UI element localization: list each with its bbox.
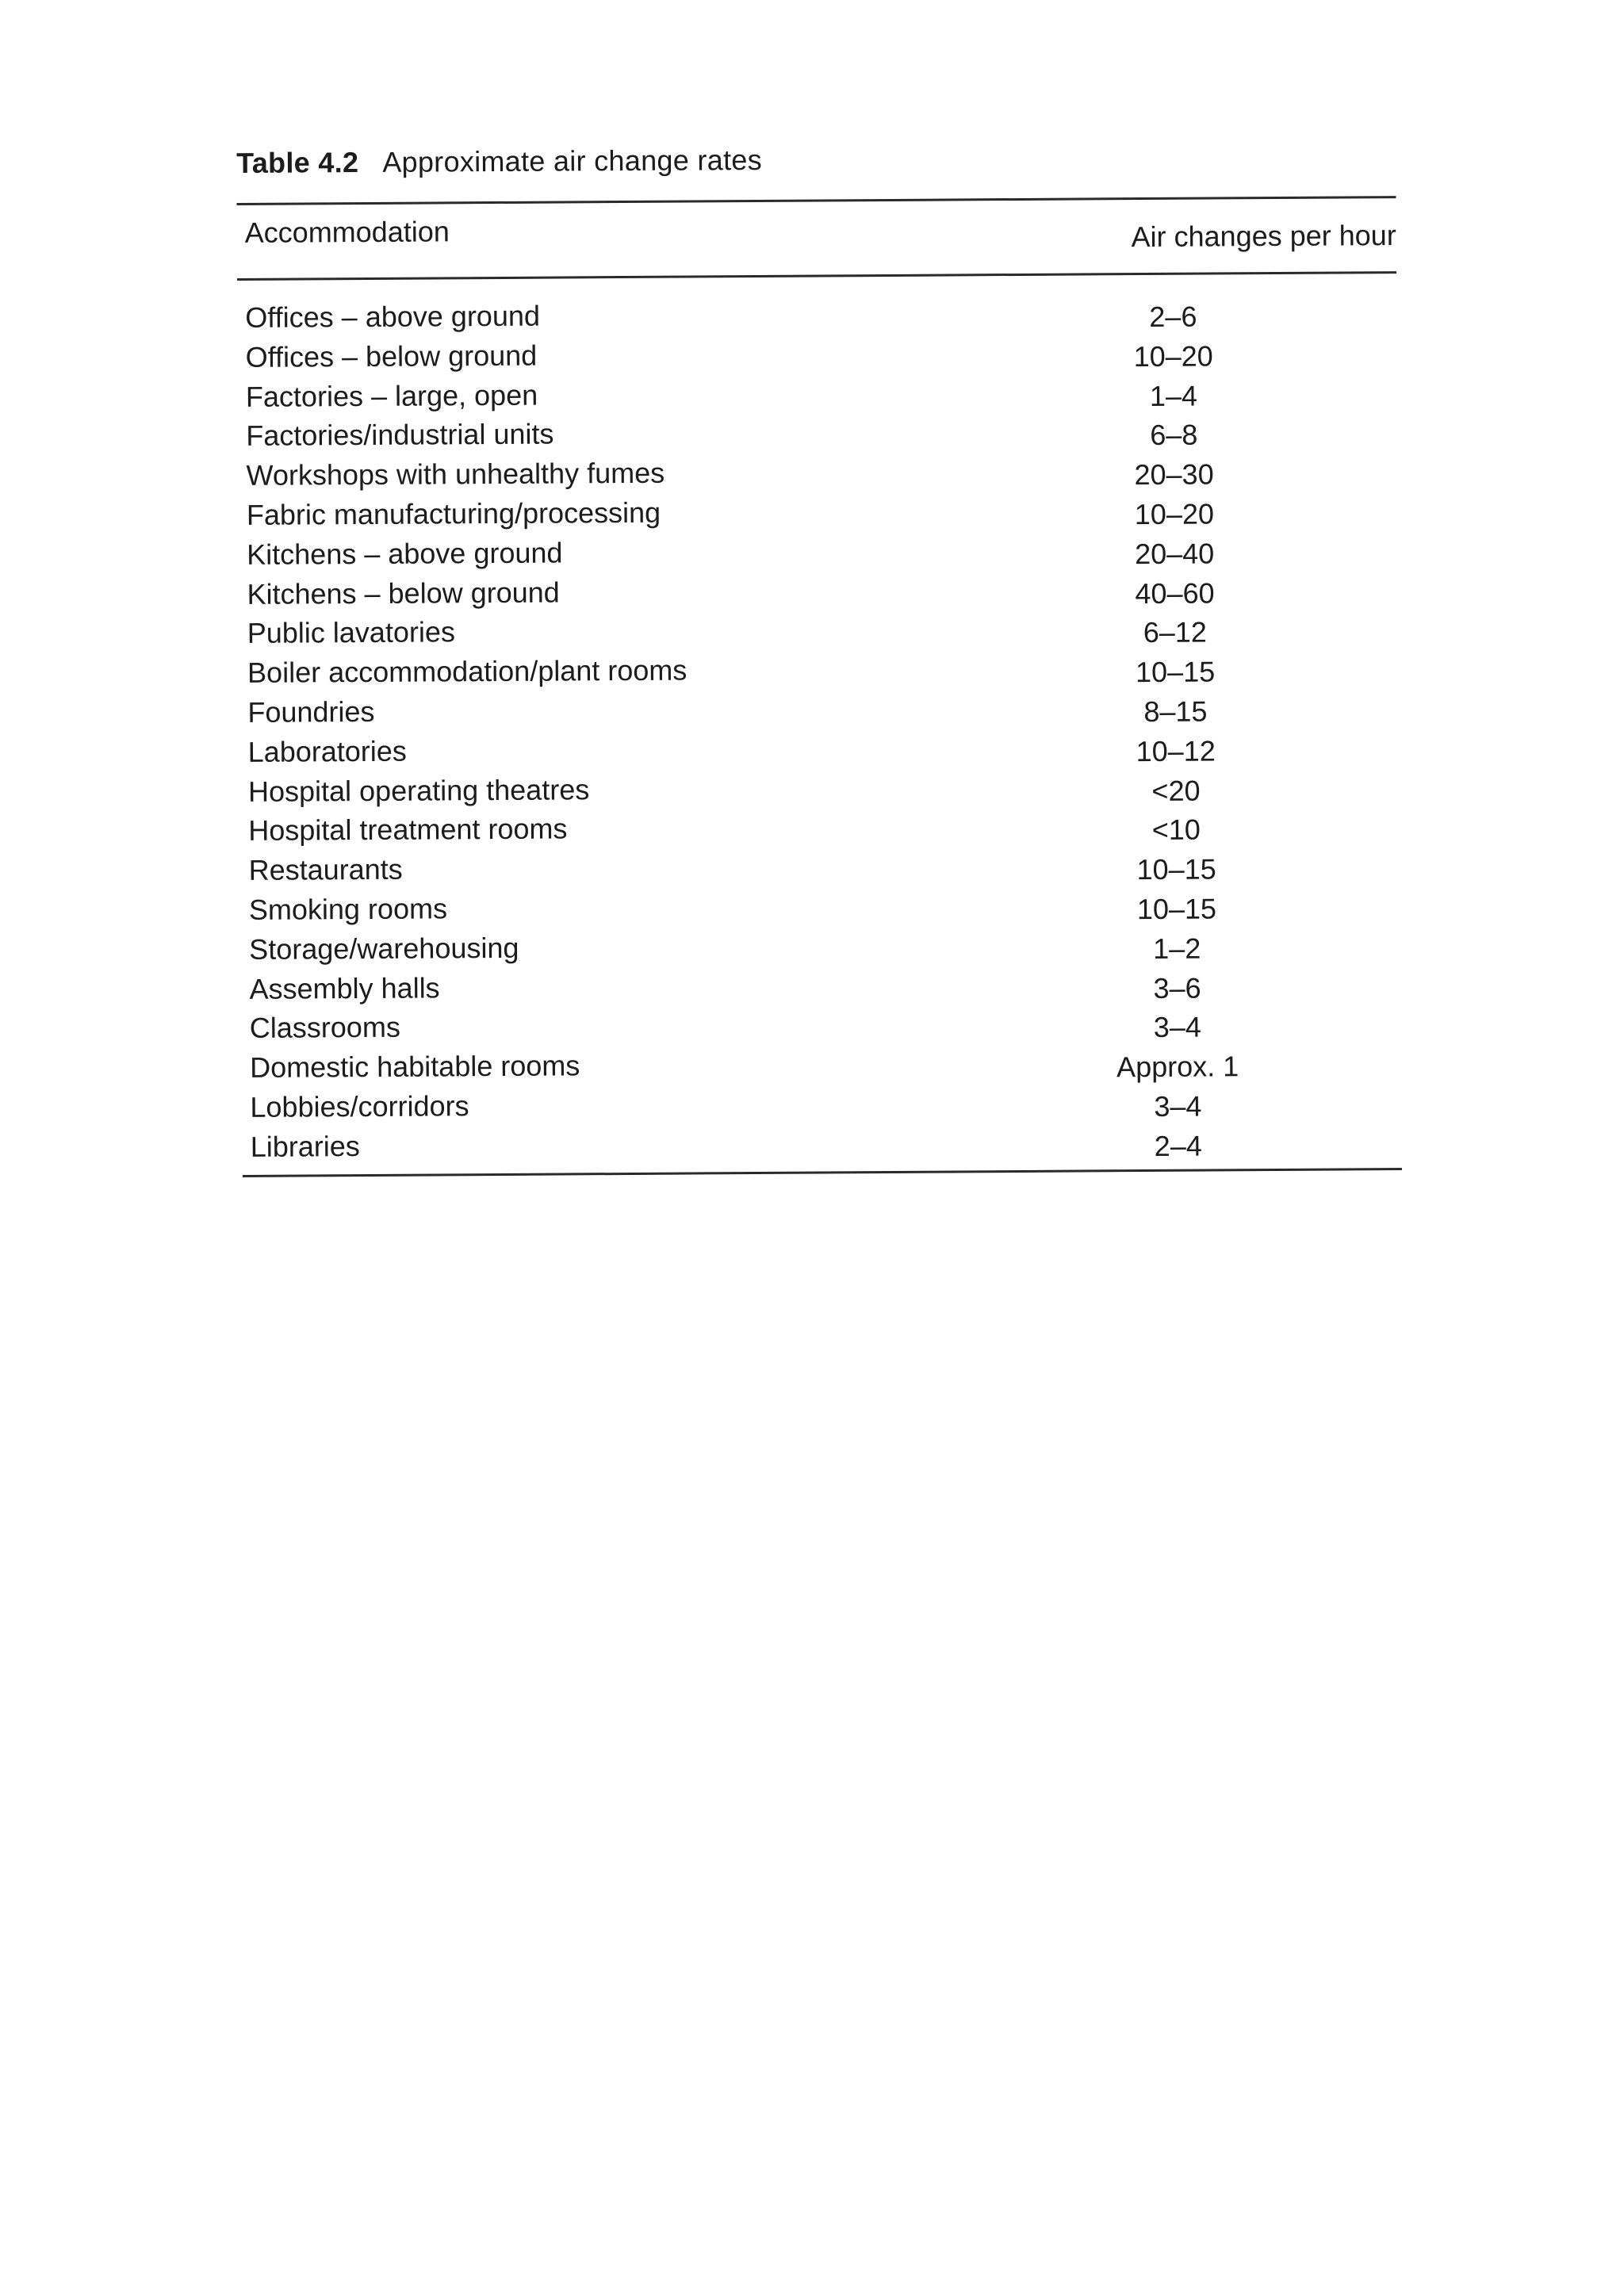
cell-accommodation: Factories – large, open	[245, 378, 538, 413]
cell-air-changes: 2–6	[1149, 300, 1197, 333]
table-header-row	[236, 198, 1396, 278]
table-row	[238, 331, 1397, 377]
table-row	[239, 686, 1399, 733]
cell-accommodation: Workshops with unhealthy fumes	[246, 456, 665, 492]
cell-accommodation: Classrooms	[249, 1011, 401, 1045]
table-row	[240, 804, 1400, 851]
cell-air-changes: Approx. 1	[1116, 1050, 1239, 1084]
table-row	[242, 1041, 1401, 1088]
cell-air-changes: 3–6	[1153, 971, 1201, 1004]
cell-accommodation: Storage/warehousing	[249, 931, 519, 966]
cell-air-changes: <20	[1151, 774, 1201, 807]
cell-air-changes: 1–4	[1149, 379, 1198, 412]
cell-accommodation: Domestic habitable rooms	[250, 1049, 580, 1085]
cell-accommodation: Libraries	[250, 1129, 360, 1163]
table-row	[239, 488, 1398, 535]
cell-air-changes: 1–2	[1153, 932, 1201, 965]
cell-accommodation: Laboratories	[247, 734, 407, 768]
cell-air-changes: 3–4	[1153, 1010, 1202, 1044]
table-row	[240, 765, 1400, 812]
cell-accommodation: Public lavatories	[247, 615, 456, 650]
cell-air-changes: 10–20	[1134, 497, 1215, 531]
table-row	[243, 1120, 1402, 1167]
header-air-changes: Air changes per hour	[1131, 219, 1396, 254]
table-row	[240, 844, 1400, 890]
table-row	[242, 1001, 1401, 1048]
cell-air-changes: 6–8	[1150, 418, 1198, 452]
cell-accommodation: Fabric manufacturing/processing	[246, 496, 661, 531]
table-row	[238, 449, 1397, 496]
cell-accommodation: Restaurants	[248, 852, 403, 887]
table-row	[238, 409, 1397, 456]
table-body	[237, 274, 1402, 1173]
cell-air-changes: 20–30	[1134, 457, 1214, 492]
table-row	[239, 646, 1399, 693]
table-row	[239, 528, 1398, 575]
cell-accommodation: Foundries	[247, 695, 375, 729]
cell-accommodation: Hospital treatment rooms	[248, 812, 568, 848]
cell-accommodation: Boiler accommodation/plant rooms	[247, 653, 688, 690]
table-number: Table 4.2	[236, 146, 359, 179]
table-row	[239, 607, 1399, 653]
table-row	[241, 923, 1400, 970]
cell-air-changes: 3–4	[1154, 1089, 1202, 1123]
table-row	[241, 883, 1400, 930]
cell-accommodation: Factories/industrial units	[246, 417, 554, 453]
cell-air-changes: 8–15	[1143, 695, 1208, 728]
table-row	[242, 1081, 1401, 1127]
table-row	[240, 725, 1400, 772]
air-change-table	[236, 134, 1402, 1177]
table-row	[237, 291, 1396, 338]
cell-air-changes: 10–12	[1136, 734, 1216, 767]
table-caption	[236, 134, 1396, 186]
cell-accommodation: Offices – below ground	[245, 339, 538, 373]
table-title: Approximate air change rates	[382, 143, 763, 178]
table-row	[238, 370, 1397, 417]
cell-air-changes: 20–40	[1135, 537, 1215, 570]
cell-air-changes: 6–12	[1143, 615, 1207, 649]
cell-accommodation: Kitchens – above ground	[247, 536, 563, 571]
cell-air-changes: 10–15	[1136, 852, 1216, 886]
table-row	[239, 568, 1398, 614]
table-row	[241, 962, 1400, 1009]
cell-air-changes: <10	[1151, 813, 1201, 847]
cell-accommodation: Smoking rooms	[248, 892, 448, 926]
cell-accommodation: Lobbies/corridors	[250, 1089, 469, 1123]
cell-air-changes: 2–4	[1154, 1129, 1202, 1162]
cell-air-changes: 40–60	[1135, 576, 1215, 610]
header-accommodation: Accommodation	[244, 215, 450, 249]
cell-accommodation: Offices – above ground	[245, 299, 541, 334]
cell-accommodation: Hospital operating theatres	[247, 772, 590, 808]
cell-air-changes: 10–15	[1136, 892, 1217, 926]
cell-air-changes: 10–20	[1133, 339, 1213, 373]
cell-accommodation: Kitchens – below ground	[247, 576, 560, 610]
cell-air-changes: 10–15	[1135, 655, 1216, 689]
cell-accommodation: Assembly halls	[249, 970, 440, 1005]
